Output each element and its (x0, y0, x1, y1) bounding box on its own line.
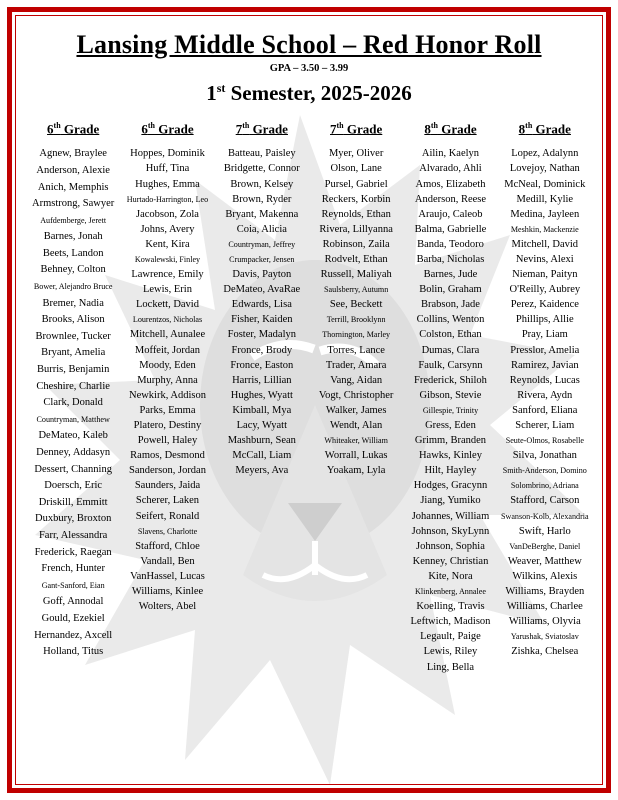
student-name: Rivera, Lillyanna (319, 223, 393, 235)
student-name: Powell, Haley (137, 435, 198, 447)
student-name: VanDeBerghe, Daniel (509, 541, 581, 551)
student-name: Silva, Jonathan (512, 450, 577, 462)
student-name: Williams, Olyvia (508, 616, 581, 628)
student-name: Dessert, Channing (34, 463, 112, 475)
student-name: Frederick, Shiloh (414, 374, 487, 386)
student-name: Barnes, Jude (423, 269, 478, 281)
grade-column-header: 8th Grade (518, 121, 571, 137)
student-name: Gress, Eden (425, 420, 476, 432)
student-name: Lovejoy, Nathan (509, 163, 580, 175)
student-name: Clark, Donald (43, 397, 103, 409)
grade-column-header: 7th Grade (235, 121, 288, 137)
student-name: Hernandez, Axcell (34, 629, 113, 641)
gpa-range-label: GPA – 3.50 – 3.99 (269, 63, 349, 74)
student-name: Reynolds, Lucas (509, 374, 580, 386)
student-name: Ling, Bella (426, 661, 475, 673)
student-name: Stafford, Carson (510, 495, 580, 507)
student-name: Jacobson, Zola (135, 208, 199, 220)
student-name: Aufdemberge, Jerett (40, 215, 107, 225)
student-name: Kenney, Christian (412, 555, 489, 567)
semester-title: 1st Semester, 2025-2026 (206, 81, 412, 105)
student-name: Torres, Lance (327, 344, 385, 356)
student-name: Bryant, Amelia (41, 347, 106, 359)
grade-columns (22, 121, 596, 675)
student-name: Meyers, Ava (235, 465, 289, 477)
student-name: Kite, Nora (428, 570, 473, 582)
student-name: Mashburn, Sean (227, 435, 296, 447)
student-name: Rivera, Aydn (517, 389, 573, 401)
student-name: Cheshire, Charlie (36, 380, 110, 392)
page-title: Lansing Middle School – Red Honor Roll (76, 30, 542, 59)
student-name: Lourentzos, Nicholas (132, 315, 203, 325)
student-name: Fronce, Easton (230, 359, 294, 371)
student-name: Driskill, Emmitt (38, 496, 108, 508)
student-name: Farr, Alessandra (38, 529, 108, 541)
student-name: Johnson, Sophia (416, 540, 485, 552)
grade-column-header: 6th Grade (141, 121, 194, 137)
grade-column-1 (26, 121, 120, 675)
student-name: Solombrino, Adriana (510, 481, 579, 491)
student-name: Myer, Oliver (328, 148, 384, 160)
student-name: Holland, Titus (43, 646, 104, 658)
student-name: Ramos, Desmond (130, 450, 205, 462)
student-name: Anich, Memphis (37, 181, 109, 193)
student-name: Wolters, Abel (138, 601, 197, 613)
student-name: Vandall, Ben (140, 555, 195, 567)
student-name: Faulk, Carsynn (418, 359, 483, 371)
student-name: Ramirez, Javian (510, 359, 579, 371)
student-name: Worrall, Lukas (324, 450, 388, 462)
student-name: Gillespie, Trinity (422, 405, 479, 415)
student-name: Bryant, Makenna (225, 208, 299, 220)
student-name: Edwards, Lisa (231, 299, 292, 311)
student-name: Medill, Kylie (516, 193, 574, 205)
student-name: Behney, Colton (40, 264, 106, 276)
student-name: Batteau, Paisley (227, 148, 296, 160)
student-name: Terrill, Brooklynn (326, 315, 386, 325)
grade-column-header: 6th Grade (47, 121, 100, 137)
student-name: Leftwich, Madison (410, 616, 491, 628)
student-name: Seifert, Ronald (135, 510, 200, 522)
grade-column-2 (120, 121, 214, 675)
student-name: Foster, Madalyn (227, 329, 297, 341)
student-name: Brooks, Alison (41, 314, 105, 326)
student-name: Moody, Eden (139, 359, 196, 371)
student-name: Legault, Paige (420, 631, 481, 643)
student-name: Reckers, Korbin (321, 193, 391, 205)
student-name: Hurtado-Harrington, Leo (126, 194, 209, 204)
student-name: Swanson-Kolb, Alexandria (500, 511, 589, 521)
student-name: Brown, Ryder (232, 193, 292, 205)
student-name: Scherer, Liam (515, 420, 575, 432)
student-name: Wendt, Alan (330, 420, 383, 432)
student-name: Huff, Tina (145, 163, 190, 175)
student-name: Slavens, Charlotte (137, 526, 198, 536)
student-name: French, Hunter (41, 563, 105, 575)
student-name: Frederick, Raegan (34, 546, 112, 558)
student-name: Scherer, Laken (135, 495, 200, 507)
student-name: Hoppes, Dominik (130, 148, 205, 160)
student-name: Seute-Olmos, Rosabelle (505, 436, 584, 446)
student-name: Barba, Nicholas (416, 253, 485, 265)
student-name: Rodvelt, Ethan (324, 253, 388, 265)
page-content (22, 22, 596, 778)
student-name: Wilkins, Alexis (512, 570, 578, 582)
student-name: Fronce, Brody (231, 344, 293, 356)
grade-column-4 (309, 121, 403, 675)
student-name: Kimball, Mya (232, 404, 292, 416)
student-name: Barnes, Jonah (43, 231, 103, 243)
student-name: Bridgette, Connor (223, 163, 300, 175)
student-name: Gould, Ezekiel (41, 612, 105, 624)
student-name: Nieman, Paityn (512, 269, 578, 281)
student-name: VanHassel, Lucas (130, 570, 205, 582)
student-name: Vogt, Christopher (318, 389, 394, 401)
grade-column-header: 7th Grade (330, 121, 383, 137)
student-name: Lockett, David (136, 299, 199, 311)
student-name: Newkirk, Addison (128, 389, 206, 401)
student-name: Mitchell, Aunalee (129, 329, 206, 341)
student-name: Brownlee, Tucker (35, 330, 111, 342)
student-name: Dumas, Clara (421, 344, 480, 356)
student-name: Lewis, Riley (423, 646, 478, 658)
student-name: Meshkin, Mackenzie (510, 224, 579, 234)
student-name: Olson, Lane (330, 163, 382, 175)
student-name: Pursel, Gabriel (324, 178, 388, 190)
student-name: Saulsberry, Autumn (324, 285, 389, 295)
student-name: Whiteaker, William (324, 436, 388, 446)
student-name: Murphy, Anna (137, 374, 198, 386)
student-name: Weaver, Matthew (507, 555, 582, 567)
student-name: Zishka, Chelsea (511, 646, 579, 658)
student-name: Platero, Destiny (133, 420, 202, 432)
student-name: Hughes, Emma (135, 178, 200, 190)
student-name: Bremer, Nadia (42, 297, 104, 309)
student-name: Williams, Brayden (505, 586, 585, 598)
student-name: Davis, Payton (232, 269, 292, 281)
student-name: Nevins, Alexi (515, 253, 574, 265)
grade-column-5 (403, 121, 497, 675)
student-name: DeMateo, Kaleb (38, 430, 108, 442)
student-name: Swift, Harlo (518, 525, 571, 537)
student-name: Alvarado, Ahli (419, 163, 482, 175)
grade-column-3 (215, 121, 309, 675)
student-name: Brabson, Jade (421, 299, 480, 311)
student-name: Goff, Annodal (42, 596, 104, 608)
student-name: Lewis, Erin (142, 284, 192, 296)
student-name: Johnson, SkyLynn (411, 525, 490, 537)
student-name: Bower, Alejandro Bruce (33, 282, 113, 292)
student-name: Brown, Kelsey (230, 178, 294, 190)
student-name: Banda, Teodoro (417, 238, 484, 250)
student-name: Parks, Emma (139, 404, 196, 416)
student-name: Robinson, Zaila (322, 238, 390, 250)
student-name: Grimm, Branden (414, 435, 487, 447)
student-name: Araujo, Caleob (418, 208, 483, 220)
student-name: Hodges, Gracynn (413, 480, 488, 492)
student-name: Amos, Elizabeth (415, 178, 486, 190)
student-name: Johannes, William (411, 510, 490, 522)
student-name: Kowalewski, Finley (134, 254, 201, 264)
student-name: Anderson, Reese (414, 193, 487, 205)
student-name: Thornington, Marley (322, 330, 391, 340)
student-name: Sanford, Eliana (512, 404, 578, 416)
student-name: Kent, Kira (145, 238, 190, 250)
student-name: Duxbury, Broxton (35, 513, 112, 525)
student-name: Beets, Landon (42, 247, 104, 259)
student-name: Klinkenberg, Annalee (415, 587, 486, 597)
student-name: See, Beckett (329, 299, 383, 311)
student-name: Crumpacker, Jensen (229, 254, 295, 264)
student-name: Agnew, Braylee (39, 148, 107, 160)
student-name: Fisher, Kaiden (231, 314, 293, 326)
student-name: Jiang, Yumiko (420, 495, 481, 507)
grade-column-6 (498, 121, 592, 675)
student-name: Phillips, Allie (515, 314, 574, 326)
student-name: Anderson, Alexie (36, 164, 110, 176)
student-name: Walker, James (325, 404, 387, 416)
student-name: Ailin, Kaelyn (421, 148, 480, 160)
student-name: McNeal, Dominick (504, 178, 586, 190)
student-name: Johns, Avery (140, 223, 195, 235)
student-name: Smith-Anderson, Domino (502, 466, 587, 476)
student-name: Colston, Ethan (419, 329, 482, 341)
student-name: Moffeit, Jordan (134, 344, 201, 356)
student-name: Balma, Gabrielle (414, 223, 487, 235)
student-name: Mitchell, David (511, 238, 579, 250)
student-name: Yarushak, Sviatoslav (510, 632, 579, 642)
student-name: Bolin, Graham (419, 284, 482, 296)
student-name: Lacy, Wyatt (236, 420, 288, 432)
student-name: Burris, Benjamin (37, 364, 110, 376)
student-name: Countryman, Jeffrey (228, 239, 296, 249)
student-name: Armstrong, Sawyer (32, 198, 115, 210)
student-name: Yoakam, Lyla (326, 465, 386, 477)
grade-column-header: 8th Grade (424, 121, 477, 137)
student-name: Doersch, Eric (44, 480, 103, 492)
student-name: Trader, Amara (325, 359, 387, 371)
student-name: Williams, Kinlee (131, 586, 204, 598)
student-name: Lawrence, Emily (131, 269, 204, 281)
student-name: O'Reilly, Aubrey (509, 284, 581, 296)
student-name: Saunders, Jaida (134, 480, 201, 492)
student-name: Vang, Aidan (330, 374, 383, 386)
student-name: Hughes, Wyatt (230, 389, 293, 401)
student-name: Presslor, Amelia (510, 344, 580, 356)
student-name: Pray, Liam (521, 329, 568, 341)
student-name: Hilt, Hayley (424, 465, 477, 477)
student-name: Reynolds, Ethan (321, 208, 391, 220)
student-name: Denney, Addasyn (36, 447, 111, 459)
student-name: Stafford, Chloe (135, 540, 200, 552)
student-name: Sanderson, Jordan (128, 465, 206, 477)
student-name: Russell, Maliyah (320, 269, 392, 281)
student-name: Coia, Alicia (236, 223, 287, 235)
student-name: Williams, Charlee (506, 601, 583, 613)
student-name: McCall, Liam (232, 450, 292, 462)
student-name: DeMateo, AvaRae (223, 284, 301, 296)
student-name: Harris, Lillian (232, 374, 292, 386)
student-name: Lopez, Adalynn (511, 148, 579, 160)
student-name: Koelling, Travis (416, 601, 485, 613)
student-name: Perez, Kaidence (510, 299, 579, 311)
student-name: Medina, Jayleen (510, 208, 580, 220)
student-name: Gibson, Stevie (419, 389, 482, 401)
student-name: Hawks, Kinley (418, 450, 482, 462)
student-name: Collins, Wenton (416, 314, 485, 326)
student-name: Gant-Sanford, Eian (41, 580, 105, 590)
student-name: Countryman, Matthew (36, 414, 110, 424)
